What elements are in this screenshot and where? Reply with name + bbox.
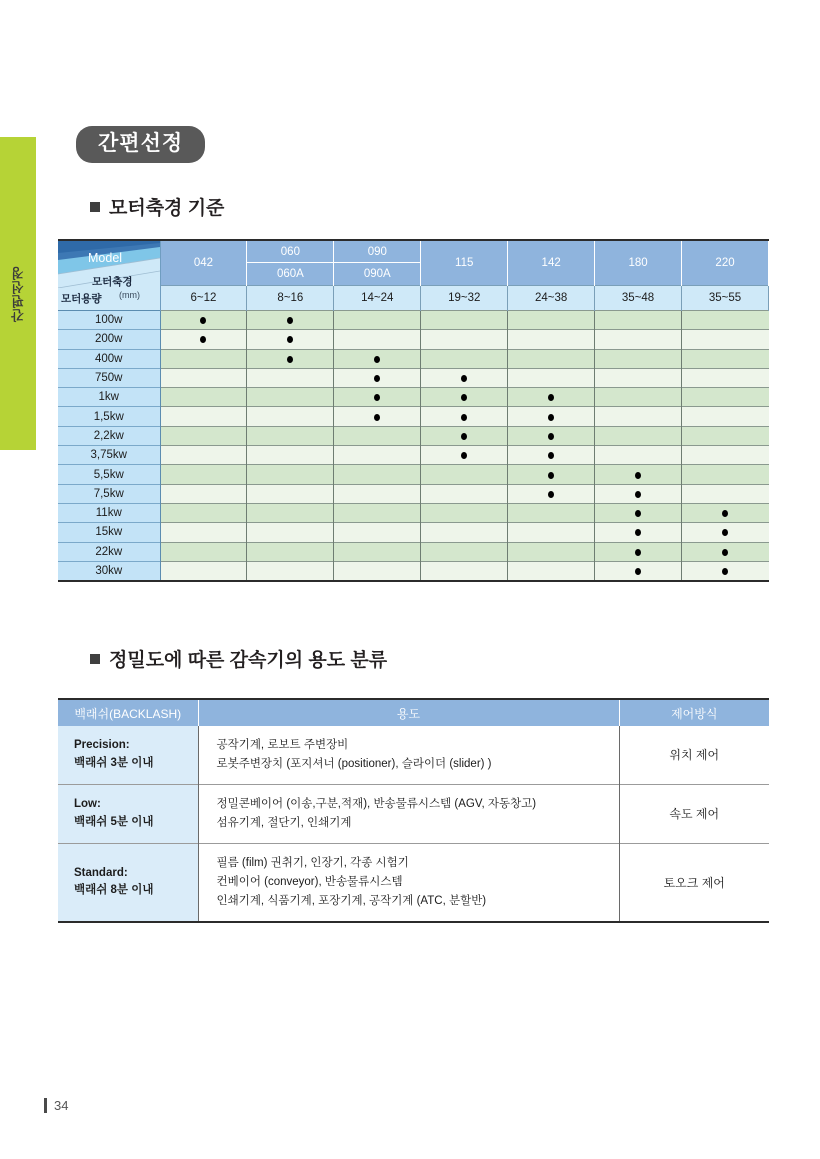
page-number: 34: [54, 1098, 69, 1113]
compat-cell-marked: [247, 330, 334, 349]
bullet-square-icon: [90, 654, 100, 664]
corner-shaft-label: 모터축경: [92, 276, 133, 288]
compat-cell-marked: [160, 330, 247, 349]
compat-cell-marked: [334, 407, 421, 426]
section-heading-2-text: 정밀도에 따른 감속기의 용도 분류: [109, 650, 388, 671]
compat-cell-marked: [421, 407, 508, 426]
compat-cell-empty: [334, 542, 421, 561]
model-header-042: [160, 240, 247, 286]
compat-cell-empty: [247, 542, 334, 561]
motor-table-row: [58, 311, 769, 330]
compat-cell-empty: [334, 446, 421, 465]
section-heading-motor-shaft: [90, 193, 224, 220]
model-header-090: [334, 240, 421, 286]
compat-cell-empty: [682, 349, 769, 368]
compatibility-dot-icon: [461, 394, 467, 401]
compat-cell-empty: [247, 465, 334, 484]
backlash-control-cell: 위치 제어: [619, 726, 769, 784]
compat-cell-empty: [682, 311, 769, 330]
compatibility-dot-icon: [722, 549, 728, 556]
backlash-grade-cell: [58, 726, 198, 784]
compatibility-dot-icon: [461, 452, 467, 459]
model-header-115: [421, 240, 508, 286]
compat-cell-empty: [508, 503, 595, 522]
corner-shaft-unit: (mm): [119, 290, 140, 300]
motor-capacity-label: 2,2kw: [58, 426, 160, 445]
backlash-grade-name: Precision:: [74, 739, 130, 752]
compat-cell-empty: [334, 465, 421, 484]
compatibility-dot-icon: [461, 375, 467, 382]
compat-cell-empty: [421, 523, 508, 542]
compat-cell-empty: [160, 407, 247, 426]
model-header-142-text: 142: [541, 257, 561, 269]
compat-cell-empty: [160, 542, 247, 561]
compat-cell-empty: [160, 426, 247, 445]
backlash-table-row: [58, 784, 769, 843]
motor-table-row: [58, 465, 769, 484]
backlash-table-head-row: [58, 699, 769, 726]
compat-cell-marked: [595, 561, 682, 581]
motor-table-head: [58, 240, 769, 311]
compat-cell-empty: [247, 388, 334, 407]
compat-cell-empty: [421, 561, 508, 581]
compat-cell-marked: [595, 542, 682, 561]
motor-capacity-label: 100w: [58, 311, 160, 330]
model-header-090-top: 090: [334, 241, 420, 263]
compatibility-dot-icon: [461, 414, 467, 421]
page-marker-bar: [44, 1098, 47, 1113]
compat-cell-marked: [508, 407, 595, 426]
compatibility-dot-icon: [635, 472, 641, 479]
compat-cell-empty: [595, 368, 682, 387]
compatibility-dot-icon: [461, 433, 467, 440]
compat-cell-empty: [508, 542, 595, 561]
compat-cell-empty: [595, 426, 682, 445]
compat-cell-empty: [682, 426, 769, 445]
compatibility-dot-icon: [548, 491, 554, 498]
compatibility-dot-icon: [287, 317, 293, 324]
motor-capacity-label: 5,5kw: [58, 465, 160, 484]
compat-cell-empty: [508, 330, 595, 349]
compat-cell-empty: [421, 311, 508, 330]
compat-cell-marked: [508, 484, 595, 503]
compat-cell-marked: [508, 426, 595, 445]
compat-cell-empty: [247, 523, 334, 542]
backlash-usage-line: 공작기계, 로보트 주변장비: [216, 739, 349, 751]
backlash-usage-line: 정밀콘베이어 (이송,구분,적재), 반송물류시스템 (AGV, 자동창고): [216, 797, 537, 810]
compat-cell-empty: [334, 311, 421, 330]
bullet-square-icon: [90, 202, 100, 212]
compat-cell-marked: [682, 503, 769, 522]
compat-cell-marked: [508, 388, 595, 407]
motor-capacity-label: 22kw: [58, 542, 160, 561]
backlash-grade-cell: [58, 843, 198, 921]
motor-table-row: [58, 368, 769, 387]
shaft-range-220: 35~55: [682, 286, 769, 311]
compat-cell-marked: [421, 426, 508, 445]
motor-table-corner-cell: [58, 240, 160, 311]
model-header-142: [508, 240, 595, 286]
chapter-badge: 간편선정: [76, 126, 205, 163]
compatibility-dot-icon: [722, 529, 728, 536]
compat-cell-empty: [160, 388, 247, 407]
compatibility-dot-icon: [635, 549, 641, 556]
compat-cell-marked: [160, 311, 247, 330]
corner-model-label: Model: [88, 251, 123, 265]
motor-table-row: [58, 446, 769, 465]
compat-cell-empty: [421, 542, 508, 561]
compat-cell-empty: [247, 503, 334, 522]
compat-cell-marked: [508, 465, 595, 484]
motor-table-row: [58, 388, 769, 407]
backlash-usage-line: 필름 (film) 권취기, 인장기, 각종 시험기: [216, 856, 409, 869]
motor-table-body: [58, 311, 769, 581]
motor-table-row: [58, 426, 769, 445]
compatibility-dot-icon: [635, 510, 641, 517]
compat-cell-empty: [160, 368, 247, 387]
shaft-range-180: 35~48: [595, 286, 682, 311]
compat-cell-empty: [247, 446, 334, 465]
compat-cell-empty: [160, 484, 247, 503]
compat-cell-empty: [508, 349, 595, 368]
compatibility-dot-icon: [374, 394, 380, 401]
backlash-grade-cell: [58, 784, 198, 843]
section-heading-backlash: [90, 645, 387, 672]
backlash-control-cell: 속도 제어: [619, 784, 769, 843]
compat-cell-empty: [508, 368, 595, 387]
compat-cell-empty: [682, 407, 769, 426]
backlash-tolerance: 백래쉬 5분 이내: [74, 815, 154, 828]
compatibility-dot-icon: [548, 414, 554, 421]
compatibility-dot-icon: [548, 452, 554, 459]
compat-cell-empty: [334, 330, 421, 349]
compat-cell-empty: [334, 523, 421, 542]
backlash-table: [58, 698, 769, 923]
compat-cell-marked: [247, 311, 334, 330]
compat-cell-empty: [421, 349, 508, 368]
shaft-range-042: 6~12: [160, 286, 247, 311]
model-header-180-text: 180: [628, 257, 648, 269]
compat-cell-empty: [247, 368, 334, 387]
compat-cell-marked: [682, 523, 769, 542]
compat-cell-empty: [160, 503, 247, 522]
compat-cell-empty: [247, 426, 334, 445]
compatibility-dot-icon: [200, 336, 206, 343]
compat-cell-empty: [334, 561, 421, 581]
backlash-tolerance: 백래쉬 8분 이내: [74, 884, 154, 897]
compat-cell-empty: [421, 330, 508, 349]
compat-cell-empty: [334, 426, 421, 445]
corner-capacity-label: 모터용량: [61, 293, 102, 305]
compat-cell-empty: [508, 311, 595, 330]
backlash-usage-line: 로봇주변장치 (포지셔너 (positioner), 슬라이더 (slider) ): [216, 757, 492, 770]
page-footer: [44, 1098, 68, 1113]
compat-cell-empty: [160, 349, 247, 368]
backlash-header-usage: 용도: [198, 699, 619, 726]
motor-table-head-row-model: [58, 240, 769, 286]
compat-cell-empty: [595, 311, 682, 330]
motor-capacity-label: 750w: [58, 368, 160, 387]
compatibility-dot-icon: [287, 356, 293, 363]
model-header-060-top: 060: [247, 241, 333, 263]
compat-cell-marked: [508, 446, 595, 465]
backlash-table-head: [58, 699, 769, 726]
compat-cell-empty: [160, 561, 247, 581]
model-header-042-text: 042: [193, 257, 214, 269]
compat-cell-empty: [682, 368, 769, 387]
compatibility-dot-icon: [374, 414, 380, 421]
compat-cell-empty: [247, 484, 334, 503]
compat-cell-empty: [334, 503, 421, 522]
compat-cell-empty: [595, 407, 682, 426]
compat-cell-marked: [421, 446, 508, 465]
model-header-115-text: 115: [455, 257, 474, 269]
compat-cell-empty: [595, 349, 682, 368]
compatibility-dot-icon: [287, 336, 293, 343]
compatibility-dot-icon: [548, 394, 554, 401]
backlash-table-row: [58, 726, 769, 784]
compatibility-dot-icon: [635, 568, 641, 575]
compat-cell-marked: [595, 465, 682, 484]
compat-cell-marked: [334, 349, 421, 368]
compat-cell-marked: [682, 561, 769, 581]
compat-cell-empty: [421, 484, 508, 503]
motor-capacity-label: 1kw: [58, 388, 160, 407]
backlash-grade-name: Low:: [74, 798, 101, 811]
compat-cell-empty: [334, 484, 421, 503]
compat-cell-empty: [160, 446, 247, 465]
compatibility-dot-icon: [722, 568, 728, 575]
motor-capacity-label: 7,5kw: [58, 484, 160, 503]
backlash-header-control: 제어방식: [619, 699, 769, 726]
motor-table-row: [58, 542, 769, 561]
motor-shaft-table: [58, 239, 769, 582]
shaft-range-060: 8~16: [247, 286, 334, 311]
compat-cell-marked: [682, 542, 769, 561]
motor-table-row: [58, 407, 769, 426]
compat-cell-empty: [682, 388, 769, 407]
compat-cell-empty: [421, 503, 508, 522]
model-header-220: [682, 240, 769, 286]
compatibility-dot-icon: [722, 510, 728, 517]
backlash-usage-line: 섬유기계, 절단기, 인쇄기계: [216, 816, 352, 829]
motor-table-head-row-range: [58, 286, 769, 311]
compat-cell-empty: [595, 446, 682, 465]
compat-cell-empty: [682, 446, 769, 465]
model-header-090-bottom: 090A: [363, 268, 391, 280]
compat-cell-empty: [508, 561, 595, 581]
shaft-range-090: 14~24: [334, 286, 421, 311]
backlash-grade-name: Standard:: [74, 866, 128, 879]
motor-capacity-label: 200w: [58, 330, 160, 349]
backlash-header-grade: 백래쉬(BACKLASH): [58, 699, 198, 726]
compat-cell-empty: [160, 465, 247, 484]
backlash-usage-line: 인쇄기계, 식품기계, 포장기계, 공작기계 (ATC, 분할반): [216, 894, 487, 907]
compat-cell-marked: [595, 484, 682, 503]
compat-cell-empty: [247, 561, 334, 581]
compat-cell-marked: [334, 388, 421, 407]
compat-cell-empty: [247, 407, 334, 426]
motor-capacity-label: 11kw: [58, 503, 160, 522]
backlash-control-cell: 토오크 제어: [619, 843, 769, 921]
shaft-range-115: 19~32: [421, 286, 508, 311]
compatibility-dot-icon: [548, 472, 554, 479]
motor-table-row: [58, 523, 769, 542]
backlash-tolerance: 백래쉬 3분 이내: [74, 756, 154, 769]
motor-table-row: [58, 561, 769, 581]
motor-capacity-label: 15kw: [58, 523, 160, 542]
backlash-usage-line: 컨베이어 (conveyor), 반송물류시스템: [216, 875, 403, 888]
compat-cell-marked: [334, 368, 421, 387]
section-heading-1-text: 모터축경 기준: [109, 198, 225, 219]
compatibility-dot-icon: [635, 529, 641, 536]
compat-cell-empty: [595, 388, 682, 407]
compat-cell-empty: [595, 330, 682, 349]
compat-cell-marked: [247, 349, 334, 368]
compat-cell-empty: [421, 465, 508, 484]
compat-cell-marked: [595, 503, 682, 522]
backlash-table-body: [58, 726, 769, 922]
compatibility-dot-icon: [635, 491, 641, 498]
compat-cell-marked: [421, 388, 508, 407]
compat-cell-empty: [682, 330, 769, 349]
compat-cell-empty: [682, 484, 769, 503]
compat-cell-marked: [595, 523, 682, 542]
backlash-table-row: [58, 843, 769, 921]
motor-capacity-label: 3,75kw: [58, 446, 160, 465]
motor-table-row: [58, 349, 769, 368]
model-header-220-text: 220: [715, 257, 735, 269]
compatibility-dot-icon: [374, 375, 380, 382]
backlash-usage-cell: [198, 726, 619, 784]
model-header-180: [595, 240, 682, 286]
motor-table-row: [58, 484, 769, 503]
compatibility-dot-icon: [548, 433, 554, 440]
motor-capacity-label: 400w: [58, 349, 160, 368]
compatibility-dot-icon: [200, 317, 206, 324]
compat-cell-empty: [508, 523, 595, 542]
side-tab-label: 간편선정: [10, 265, 26, 322]
backlash-usage-cell: [198, 784, 619, 843]
compatibility-dot-icon: [374, 356, 380, 363]
side-tab-chapter: [0, 137, 36, 450]
shaft-range-142: 24~38: [508, 286, 595, 311]
compat-cell-empty: [160, 523, 247, 542]
motor-capacity-label: 30kw: [58, 561, 160, 581]
motor-capacity-label: 1,5kw: [58, 407, 160, 426]
backlash-usage-cell: [198, 843, 619, 921]
compat-cell-empty: [682, 465, 769, 484]
compat-cell-marked: [421, 368, 508, 387]
motor-table-row: [58, 330, 769, 349]
model-header-060-bottom: 060A: [276, 268, 304, 280]
model-header-060: [247, 240, 334, 286]
motor-table-row: [58, 503, 769, 522]
